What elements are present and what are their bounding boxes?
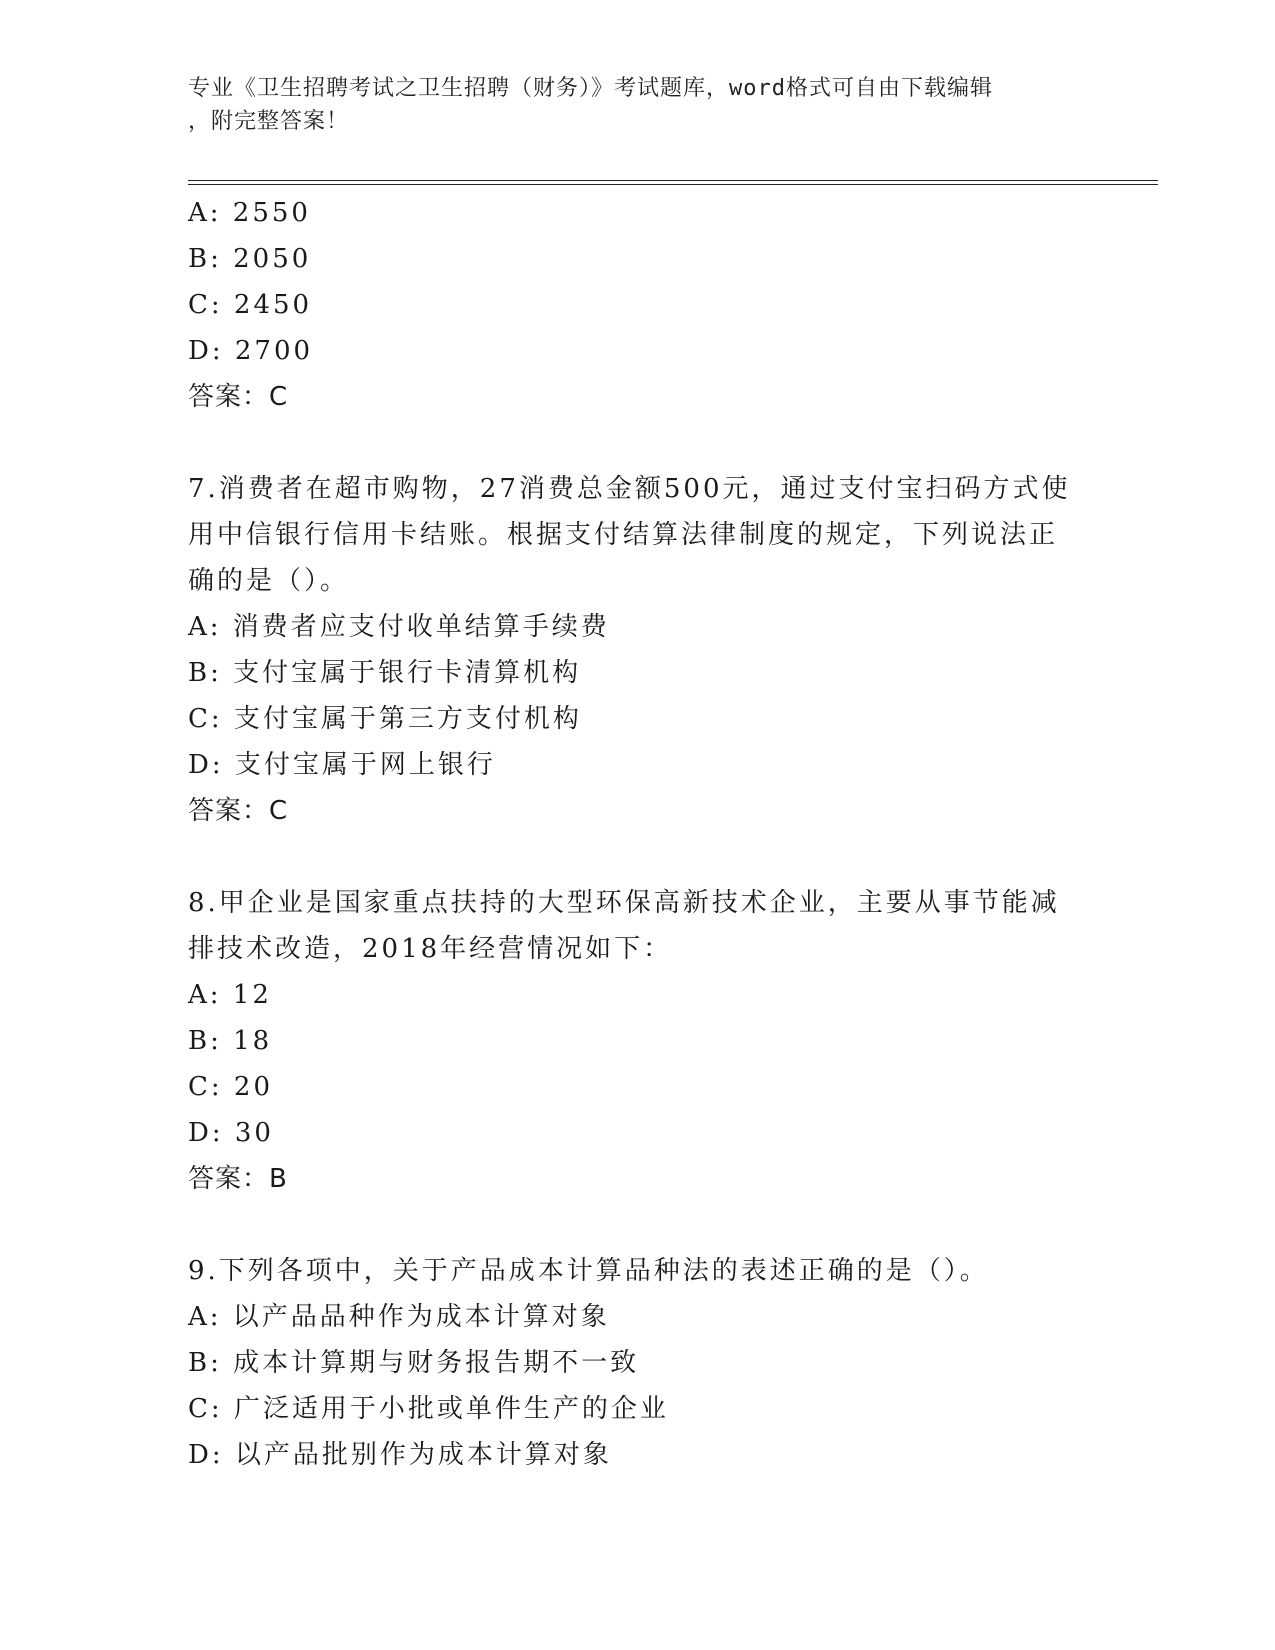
- question-text-line: 用中信银行信用卡结账。根据支付结算法律制度的规定，下列说法正: [188, 520, 1059, 550]
- header-divider-bottom: [188, 184, 1158, 185]
- option-b: B: 成本计算期与财务报告期不一致: [188, 1348, 640, 1378]
- question-text-line: 8.甲企业是国家重点扶持的大型环保高新技术企业，主要从事节能减: [188, 888, 1060, 918]
- option-c: C: 20: [188, 1072, 274, 1102]
- question-7: [188, 466, 1088, 834]
- option-b: B: 支付宝属于银行卡清算机构: [188, 658, 582, 688]
- question-text-line: 确的是（）。: [188, 566, 350, 596]
- question-content: [188, 190, 1088, 1478]
- option-d: D: 以产品批别作为成本计算对象: [188, 1440, 612, 1470]
- option-b: B: 2050: [188, 244, 312, 274]
- document-header: [188, 72, 1088, 138]
- option-a: A: 12: [188, 980, 272, 1010]
- option-a: A: 消费者应支付收单结算手续费: [188, 612, 610, 642]
- question-text-line: 9.下列各项中，关于产品成本计算品种法的表述正确的是（）。: [188, 1256, 989, 1286]
- option-c: C: 广泛适用于小批或单件生产的企业: [188, 1394, 669, 1424]
- header-line-2: ，附完整答案！: [188, 109, 350, 134]
- option-d: D: 2700: [188, 336, 314, 366]
- option-c: C: 支付宝属于第三方支付机构: [188, 704, 582, 734]
- spacer: [188, 834, 1088, 880]
- spacer: [188, 1202, 1088, 1248]
- question-text-line: 7.消费者在超市购物，27消费总金额500元，通过支付宝扫码方式使: [188, 474, 1071, 504]
- option-b: B: 18: [188, 1026, 273, 1056]
- option-a: A: 2550: [188, 198, 311, 228]
- question-8: [188, 880, 1088, 1202]
- spacer: [188, 420, 1088, 466]
- option-d: D: 30: [188, 1118, 274, 1148]
- answer-line: 答案：C: [188, 796, 289, 826]
- answer-line: 答案：C: [188, 382, 289, 412]
- question-6: [188, 190, 1088, 420]
- option-c: C: 2450: [188, 290, 313, 320]
- answer-line: 答案：B: [188, 1164, 288, 1194]
- question-9: [188, 1248, 1088, 1478]
- header-divider-top: [188, 180, 1158, 181]
- option-d: D: 支付宝属于网上银行: [188, 750, 496, 780]
- option-a: A: 以产品品种作为成本计算对象: [188, 1302, 610, 1332]
- question-text-line: 排技术改造，2018年经营情况如下：: [188, 934, 673, 964]
- header-line-1: 专业《卫生招聘考试之卫生招聘（财务）》考试题库，word格式可自由下载编辑: [188, 76, 993, 101]
